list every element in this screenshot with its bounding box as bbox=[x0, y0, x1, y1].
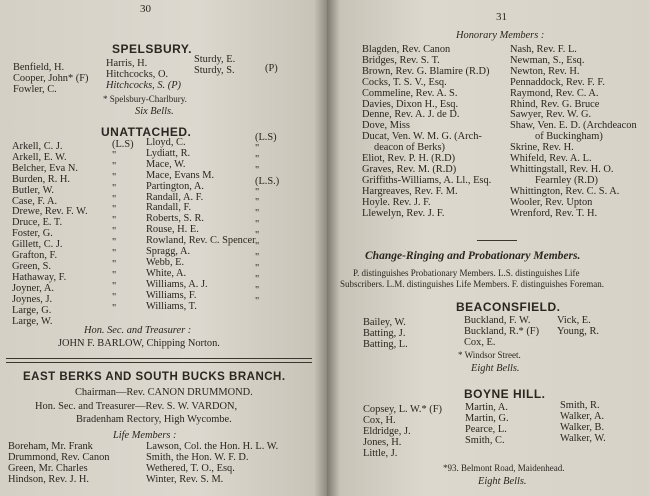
list-item: " bbox=[112, 258, 117, 270]
spelsbury-col2 bbox=[106, 59, 181, 92]
list-item: Large, G. bbox=[12, 304, 52, 316]
bells-count: Eight Bells. bbox=[478, 476, 527, 487]
list-item: " bbox=[112, 248, 117, 260]
life-members-col1 bbox=[8, 442, 110, 486]
list-item: Whifeld, Rev. A. L. bbox=[510, 153, 592, 165]
list-item: " bbox=[112, 215, 117, 227]
list-item: Druce, E. T. bbox=[12, 217, 63, 229]
list-item: Sawyer, Rev. W. G. bbox=[510, 109, 592, 121]
list-item: Commeline, Rev. A. S. bbox=[362, 87, 458, 99]
list-item: Llewelyn, Rev. J. F. bbox=[362, 207, 445, 219]
list-item: " bbox=[255, 241, 260, 253]
list-item: Green, S. bbox=[12, 260, 51, 272]
list-item: Partington, A. bbox=[146, 180, 205, 192]
list-item: Hargreaves, Rev. F. M. bbox=[362, 185, 458, 197]
list-item: Batting, J. bbox=[363, 327, 406, 339]
list-item: Cooper, John* (F) bbox=[13, 72, 89, 84]
list-item: Martin, A. bbox=[465, 402, 509, 413]
hon-sec-line: Hon. Sec. and Treasurer—Rev. S. W. VARDON, bbox=[35, 401, 238, 412]
list-item: Batting, L. bbox=[363, 338, 408, 350]
list-item: Davies, Dixon H., Esq. bbox=[362, 98, 459, 110]
list-item: " bbox=[255, 153, 260, 165]
short-divider bbox=[477, 240, 517, 241]
list-item: Hitchcocks, O. bbox=[106, 68, 169, 80]
list-item: " bbox=[255, 273, 260, 285]
beaconsfield-col1 bbox=[363, 318, 408, 351]
list-item: " bbox=[112, 171, 117, 183]
list-item: " bbox=[255, 219, 260, 231]
list-item: Little, J. bbox=[363, 447, 398, 459]
list-item: Wethered, T. O., Esq. bbox=[146, 462, 235, 474]
list-item: Mace, W. bbox=[146, 158, 186, 170]
list-item: Belcher, Eva N. bbox=[12, 162, 78, 174]
beaconsfield-col3 bbox=[557, 316, 599, 338]
bells-count: Eight Bells. bbox=[471, 363, 520, 374]
list-item: of Buckingham) bbox=[535, 131, 603, 143]
list-item: Drewe, Rev. F. W. bbox=[12, 206, 88, 218]
list-item: Gillett, C. J. bbox=[12, 239, 63, 251]
tower-note: * Windsor Street. bbox=[458, 350, 521, 360]
list-item: " bbox=[255, 142, 260, 154]
list-item: " bbox=[112, 226, 117, 238]
list-item: Rouse, H. E. bbox=[146, 224, 199, 236]
list-item: Blagden, Rev. Canon bbox=[362, 44, 451, 55]
list-item: Winter, Rev. S. M. bbox=[146, 473, 224, 485]
page-number: 31 bbox=[496, 11, 507, 23]
tower-note: * Spelsbury-Charlbury. bbox=[103, 94, 187, 104]
list-item: deacon of Berks) bbox=[374, 142, 445, 154]
list-item: Hathaway, F. bbox=[12, 271, 67, 283]
list-item: Skrine, Rev. H. bbox=[510, 142, 574, 154]
list-item: Webb, E. bbox=[146, 256, 185, 268]
unattached-col1-marks bbox=[112, 140, 134, 315]
list-item: " bbox=[112, 237, 117, 249]
beaconsfield-col2 bbox=[464, 316, 539, 349]
list-item: " bbox=[112, 193, 117, 205]
honorary-col1 bbox=[362, 45, 491, 220]
list-item: Lydiatt, R. bbox=[146, 147, 191, 159]
list-item: White, A. bbox=[146, 267, 187, 279]
list-item: Arkell, C. J. bbox=[12, 141, 63, 152]
list-item: Smith, the Hon. W. F. D. bbox=[146, 451, 249, 463]
list-item: Ducat, Ven. W. M. G. (Arch- bbox=[362, 131, 482, 143]
list-item: " bbox=[112, 204, 117, 216]
list-item: Bridges, Rev. S. T. bbox=[362, 54, 440, 66]
unattached-col1 bbox=[12, 142, 88, 327]
list-item: Benfield, H. bbox=[13, 62, 65, 73]
list-item: Sturdy, E. bbox=[194, 54, 236, 65]
list-item: Grafton, F. bbox=[12, 250, 58, 262]
list-item: Brown, Rev. G. Blamire (R.D) bbox=[362, 65, 490, 77]
list-item: Nash, Rev. F. L. bbox=[510, 44, 577, 55]
list-item: Whittington, Rev. C. S. A. bbox=[510, 185, 620, 197]
list-item: Rowland, Rev. C. Spencer bbox=[146, 235, 256, 247]
list-item: Smith, C. bbox=[465, 434, 505, 446]
list-item: Sturdy, S. bbox=[194, 64, 235, 76]
list-item: Denne, Rev. A. J. de D. bbox=[362, 109, 460, 121]
list-item: Griffiths-Williams, A. Ll., Esq. bbox=[362, 174, 492, 186]
list-item: " bbox=[112, 291, 117, 303]
section-title-boyne-hill: BOYNE HILL. bbox=[464, 387, 546, 401]
list-item: Green, Mr. Charles bbox=[8, 462, 88, 474]
list-item: Vick, E. bbox=[557, 315, 591, 326]
list-item: Buckland, R.* (F) bbox=[464, 325, 540, 337]
list-item: Arkell, E. W. bbox=[12, 151, 67, 163]
list-item: Drummond, Rev. Canon bbox=[8, 451, 110, 463]
list-item: Graves, Rev. M. (R.D) bbox=[362, 163, 457, 175]
list-item: Martin, G. bbox=[465, 412, 509, 424]
list-item: " bbox=[255, 262, 260, 274]
list-item: Smith, R. bbox=[560, 400, 600, 411]
list-item: Spragg, A. bbox=[146, 246, 191, 258]
list-item: Harris, H. bbox=[106, 58, 148, 69]
list-item: Raymond, Rev. C. A. bbox=[510, 87, 599, 99]
list-item: Fearnley (R.D) bbox=[535, 174, 598, 186]
list-item: Dove, Miss bbox=[362, 120, 410, 132]
unattached-col2-marks bbox=[255, 133, 279, 308]
list-item: Cox, H. bbox=[363, 414, 396, 426]
list-item: Butler, W. bbox=[12, 184, 55, 196]
list-item: Eldridge, J. bbox=[363, 425, 411, 437]
boyne-hill-col3 bbox=[560, 401, 606, 445]
unattached-col2 bbox=[146, 138, 256, 313]
list-item: " bbox=[255, 208, 260, 220]
list-item: Williams, T. bbox=[146, 300, 197, 312]
honorary-col2 bbox=[510, 45, 637, 220]
list-item: Randall, F. bbox=[146, 202, 192, 214]
list-item: Hindson, Rev. J. H. bbox=[8, 473, 90, 485]
boyne-hill-col1 bbox=[363, 405, 442, 460]
list-item: Mace, Evans M. bbox=[146, 169, 215, 181]
list-item: Case, F. A. bbox=[12, 195, 58, 207]
list-item: Rhind, Rev. G. Bruce bbox=[510, 98, 600, 110]
list-item: Joynes, J. bbox=[12, 293, 53, 305]
list-item: Whittingstall, Rev. H. O. bbox=[510, 163, 614, 175]
list-item: " bbox=[255, 164, 260, 176]
spelsbury-col3 bbox=[194, 55, 235, 77]
list-item: " bbox=[255, 251, 260, 263]
list-item: " bbox=[255, 197, 260, 209]
hon-sec-name: JOHN F. BARLOW, Chipping Norton. bbox=[58, 338, 220, 349]
list-item: (L.S) bbox=[255, 132, 277, 143]
tower-note: *93. Belmont Road, Maidenhead. bbox=[443, 463, 565, 473]
list-item: Hitchcocks, S. (P) bbox=[106, 79, 182, 91]
life-members-col2 bbox=[146, 442, 278, 486]
right-page bbox=[327, 0, 650, 496]
list-item: Randall, A. F. bbox=[146, 191, 204, 203]
list-item: Joyner, A. bbox=[12, 282, 55, 294]
list-item: Lloyd, C. bbox=[146, 137, 186, 148]
list-item: " bbox=[112, 302, 117, 314]
chairman-line: Chairman—Rev. CANON DRUMMOND. bbox=[75, 387, 253, 398]
list-item: Boreham, Mr. Frank bbox=[8, 441, 93, 452]
list-item: Copsey, L. W.* (F) bbox=[363, 404, 442, 415]
list-item: Large, W. bbox=[12, 315, 53, 327]
legend-note: P. distinguishes Probationary Members. L.S. distinguishes Life bbox=[353, 268, 580, 278]
list-item: Foster, G. bbox=[12, 228, 53, 240]
probationary-mark: (P) bbox=[265, 63, 278, 74]
list-item: Wrenford, Rev. T. H. bbox=[510, 207, 598, 219]
list-item: " bbox=[255, 295, 260, 307]
list-item: Williams, F. bbox=[146, 289, 197, 301]
list-item: Williams, A. J. bbox=[146, 278, 208, 290]
list-item: Newman, S., Esq. bbox=[510, 54, 585, 66]
section-title-beaconsfield: BEACONSFIELD. bbox=[456, 300, 561, 314]
page-number: 30 bbox=[140, 3, 151, 15]
list-item: Wooler, Rev. Upton bbox=[510, 196, 593, 208]
list-item: Pearce, L. bbox=[465, 423, 507, 435]
hon-sec-label: Hon. Sec. and Treasurer : bbox=[84, 325, 192, 336]
section-title-spelsbury: SPELSBURY. bbox=[112, 42, 192, 56]
list-item: Young, R. bbox=[557, 325, 599, 337]
list-item: " bbox=[112, 160, 117, 172]
section-title-change-ringing: Change-Ringing and Probationary Members. bbox=[365, 250, 581, 262]
list-item: Walker, W. bbox=[560, 432, 606, 444]
list-item: Burden, R. H. bbox=[12, 173, 71, 185]
list-item: Bailey, W. bbox=[363, 317, 406, 328]
list-item: " bbox=[112, 280, 117, 292]
list-item: " bbox=[255, 186, 260, 198]
legend-note: Subscribers. L.M. distinguishes Life Members. F. distinguishes Foreman. bbox=[340, 279, 605, 289]
list-item: Jones, H. bbox=[363, 436, 402, 448]
list-item: " bbox=[255, 230, 260, 242]
list-item: Hoyle. Rev. J. F. bbox=[362, 196, 431, 208]
section-divider bbox=[6, 358, 312, 363]
list-item: " bbox=[112, 182, 117, 194]
hon-sec-address: Bradenham Rectory, High Wycombe. bbox=[76, 414, 232, 425]
list-item: Walker, A. bbox=[560, 410, 605, 422]
list-item: Cocks, T. S. V., Esq. bbox=[362, 76, 447, 88]
list-item: " bbox=[112, 269, 117, 281]
section-title-east-berks: EAST BERKS AND SOUTH BUCKS BRANCH. bbox=[23, 371, 286, 383]
section-title-unattached: UNATTACHED. bbox=[101, 125, 192, 139]
list-item: Cox, E. bbox=[464, 336, 496, 348]
life-members-label: Life Members : bbox=[113, 430, 177, 441]
bells-count: Six Bells. bbox=[135, 106, 174, 117]
honorary-members-label: Honorary Members : bbox=[456, 30, 545, 41]
list-item: Lawson, Col. the Hon. H. L. W. bbox=[146, 441, 279, 452]
list-item: Fowler, C. bbox=[13, 83, 57, 95]
list-item: Buckland, F. W. bbox=[464, 315, 531, 326]
boyne-hill-col2 bbox=[465, 403, 509, 447]
spelsbury-col1 bbox=[13, 63, 89, 96]
list-item: Shaw, Ven. E. D. (Archdeacon bbox=[510, 120, 637, 132]
list-item: " bbox=[112, 149, 117, 161]
list-item: Newton, Rev. H. bbox=[510, 65, 580, 77]
list-item: Roberts, S. R. bbox=[146, 213, 205, 225]
list-item: (L.S.) bbox=[255, 175, 280, 187]
list-item: (L.S) bbox=[112, 139, 134, 150]
list-item: " bbox=[255, 284, 260, 296]
list-item: Walker, B. bbox=[560, 421, 605, 433]
list-item: Pennaddock, Rev. F. F. bbox=[510, 76, 605, 88]
list-item: Eliot, Rev. P. H. (R.D) bbox=[362, 153, 456, 165]
